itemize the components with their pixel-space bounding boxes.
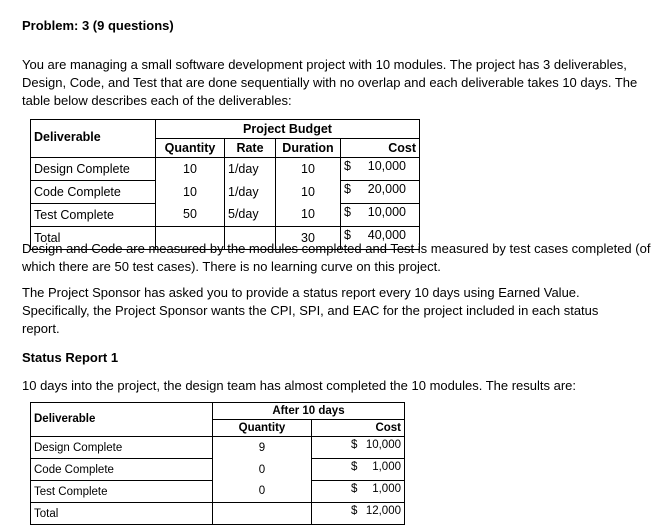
results-paragraph: 10 days into the project, the design team has almost completed the 10 modules. The results are:	[22, 378, 577, 393]
cell-cost: $ 20,000	[341, 181, 420, 204]
cell-duration: 10	[276, 204, 341, 227]
cell-total-duration: 30	[276, 227, 341, 250]
cell-cost: $ 10,000	[341, 204, 420, 227]
problem-title: Problem: 3 (9 questions)	[22, 18, 174, 33]
cell-quantity: 9	[258, 441, 266, 454]
table-row	[31, 437, 405, 459]
cell-quantity: 10	[183, 184, 197, 199]
cell-deliverable: Test Complete	[31, 481, 213, 503]
cell-rate: 1/day	[225, 181, 276, 204]
status-report-heading: Status Report 1	[22, 350, 119, 365]
table-row	[31, 204, 420, 227]
header-deliverable: Deliverable	[31, 120, 156, 158]
cell-deliverable: Test Complete	[31, 204, 156, 227]
measurement-paragraph: Design and Code are measured by the modules completed and Test is measured by test cases completed (of which there are 50 test cases). There is no learning curve on this project.	[22, 241, 651, 274]
header-duration: Duration	[276, 139, 341, 158]
project-budget-table	[30, 119, 420, 250]
cell-deliverable: Design Complete	[31, 158, 156, 181]
table-row	[31, 181, 420, 204]
cell-cost: $ 10,000	[312, 437, 405, 459]
cell-deliverable: Design Complete	[31, 437, 213, 459]
cell-deliverable: Code Complete	[31, 459, 213, 481]
cell-quantity: 0	[258, 463, 266, 476]
cell-duration: 10	[276, 158, 341, 181]
cell-cost: $ 10,000	[341, 158, 420, 181]
header-quantity: Quantity	[213, 420, 312, 437]
table-row	[31, 158, 420, 181]
header-cost: Cost	[341, 139, 420, 158]
header-deliverable: Deliverable	[31, 403, 213, 437]
table-row	[31, 459, 405, 481]
header-after-10-days: After 10 days	[213, 403, 405, 420]
cell-cost: $ 1,000	[312, 459, 405, 481]
cell-quantity: 10	[183, 161, 197, 176]
cell-cost: $ 1,000	[312, 481, 405, 503]
cell-duration: 10	[276, 181, 341, 204]
header-quantity: Quantity	[156, 139, 225, 158]
table-row-total	[31, 503, 405, 525]
cell-total-cost: $ 40,000	[341, 227, 420, 250]
cell-rate: 5/day	[225, 204, 276, 227]
cell-quantity: 0	[258, 485, 266, 498]
cell-rate: 1/day	[225, 158, 276, 181]
cell-total-label: Total	[31, 227, 156, 250]
status-report-table	[30, 402, 405, 525]
sponsor-paragraph: The Project Sponsor has asked you to provide a status report every 10 days using Earned Value. Specifically, the Project Sponsor wants the CPI, SPI, and EAC for the project included in each status report.	[22, 285, 599, 336]
header-project-budget: Project Budget	[156, 120, 420, 139]
table-row	[31, 481, 405, 503]
cell-total-label: Total	[31, 503, 213, 525]
cell-total-cost: $ 12,000	[312, 503, 405, 525]
header-cost: Cost	[312, 420, 405, 437]
intro-paragraph: You are managing a small software development project with 10 modules. The project has 3 deliverables, Design, Code, and Test that are done sequentially with no overlap and each deliverable takes 10 days. The table below describes each of the deliverables:	[22, 57, 638, 108]
header-rate: Rate	[225, 139, 276, 158]
cell-deliverable: Code Complete	[31, 181, 156, 204]
cell-quantity: 50	[183, 207, 197, 222]
